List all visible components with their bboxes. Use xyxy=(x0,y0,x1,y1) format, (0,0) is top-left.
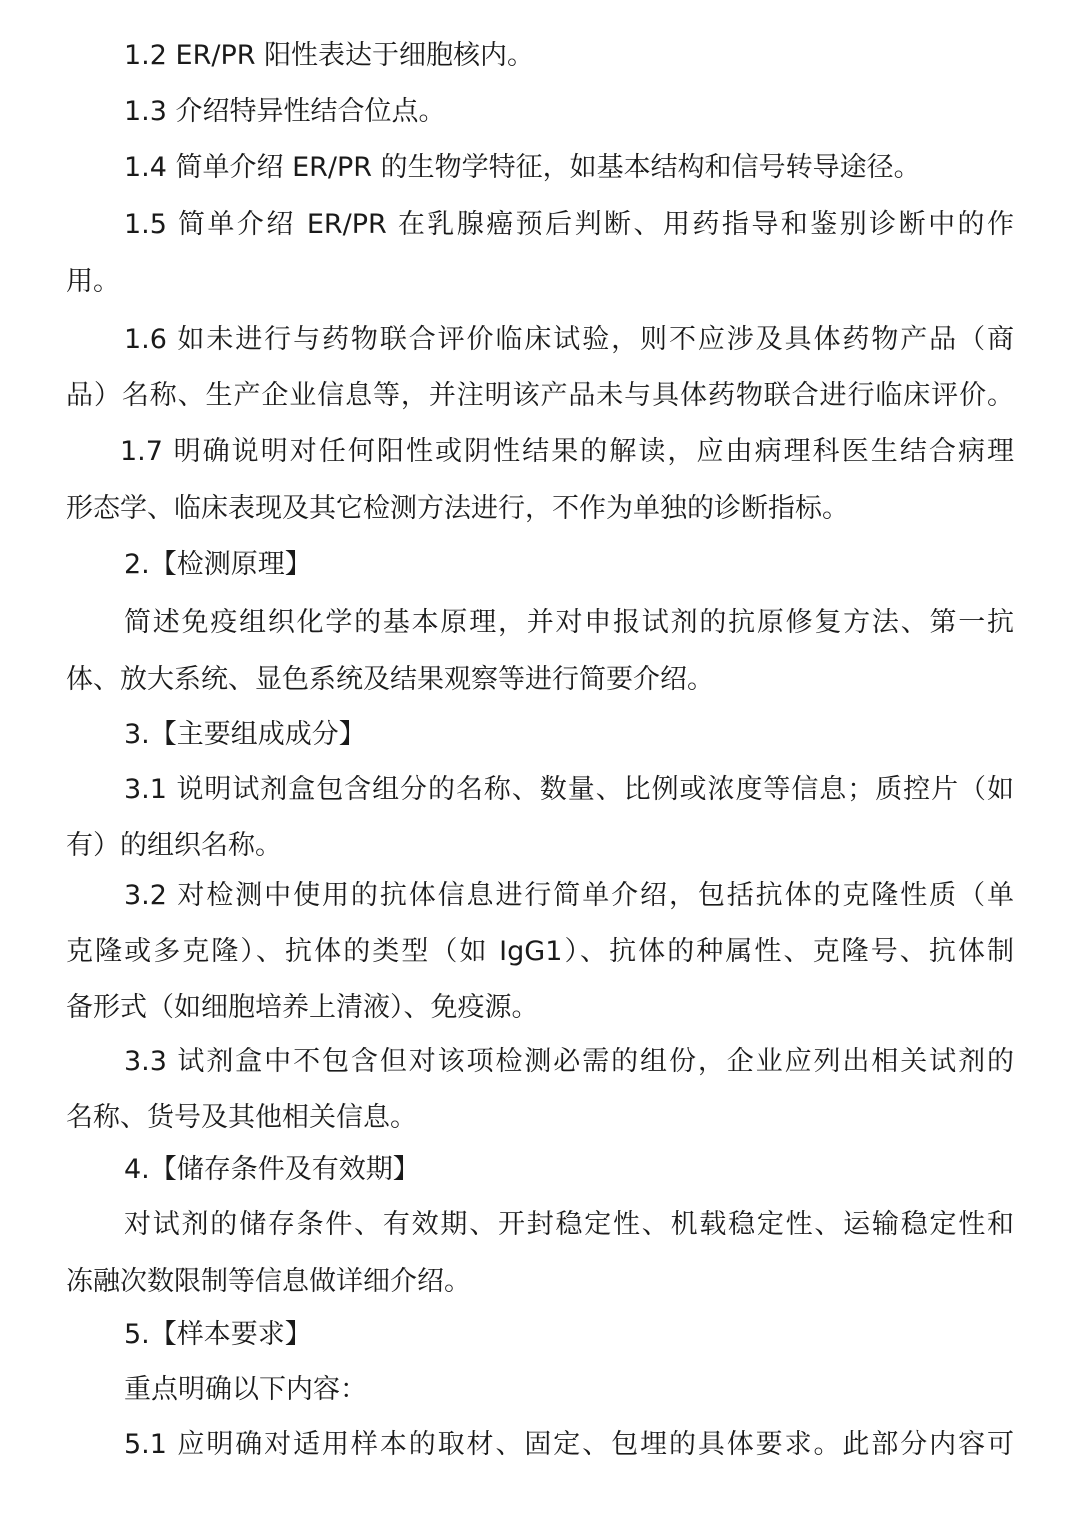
text-line: 3.2 对检测中使用的抗体信息进行简单介绍，包括抗体的克隆性质（单 xyxy=(124,880,1014,911)
text-line: 3.1 说明试剂盒包含组分的名称、数量、比例或浓度等信息；质控片（如 xyxy=(124,774,1014,805)
text-line: 简述免疫组织化学的基本原理，并对申报试剂的抗原修复方法、第一抗 xyxy=(124,607,1014,638)
text-line: 3.3 试剂盒中不包含但对该项检测必需的组份，企业应列出相关试剂的 xyxy=(124,1046,1014,1077)
text-line: 备形式（如细胞培养上清液）、免疫源。 xyxy=(66,992,539,1023)
section-heading: 3.【主要组成成分】 xyxy=(124,719,366,750)
text-line: 1.6 如未进行与药物联合评价临床试验，则不应涉及具体药物产品（商 xyxy=(124,324,1014,355)
text-line: 品）名称、生产企业信息等，并注明该产品未与具体药物联合进行临床评价。 xyxy=(66,380,1014,411)
text-line: 形态学、临床表现及其它检测方法进行，不作为单独的诊断指标。 xyxy=(66,493,849,524)
text-line: 1.2 ER/PR 阳性表达于细胞核内。 xyxy=(124,40,535,71)
text-line: 名称、货号及其他相关信息。 xyxy=(66,1102,417,1133)
section-heading: 4.【储存条件及有效期】 xyxy=(124,1154,420,1185)
text-line: 1.3 介绍特异性结合位点。 xyxy=(124,96,446,127)
text-line: 体、放大系统、显色系统及结果观察等进行简要介绍。 xyxy=(66,664,714,695)
text-line: 用。 xyxy=(66,266,120,297)
text-line: 克隆或多克隆）、抗体的类型（如 IgG1）、抗体的种属性、克隆号、抗体制 xyxy=(66,936,1014,967)
section-heading: 5.【样本要求】 xyxy=(124,1319,312,1350)
text-line: 有）的组织名称。 xyxy=(66,830,282,861)
section-heading: 2.【检测原理】 xyxy=(124,549,312,580)
text-line: 对试剂的储存条件、有效期、开封稳定性、机载稳定性、运输稳定性和 xyxy=(124,1209,1014,1240)
text-line: 1.5 简单介绍 ER/PR 在乳腺癌预后判断、用药指导和鉴别诊断中的作 xyxy=(124,209,1014,240)
text-line: 1.7 明确说明对任何阳性或阴性结果的解读，应由病理科医生结合病理 xyxy=(120,436,1014,467)
text-line: 冻融次数限制等信息做详细介绍。 xyxy=(66,1266,471,1297)
text-line: 5.1 应明确对适用样本的取材、固定、包埋的具体要求。此部分内容可 xyxy=(124,1429,1014,1460)
text-line: 1.4 简单介绍 ER/PR 的生物学特征，如基本结构和信号转导途径。 xyxy=(124,152,921,183)
text-line: 重点明确以下内容： xyxy=(124,1374,367,1405)
